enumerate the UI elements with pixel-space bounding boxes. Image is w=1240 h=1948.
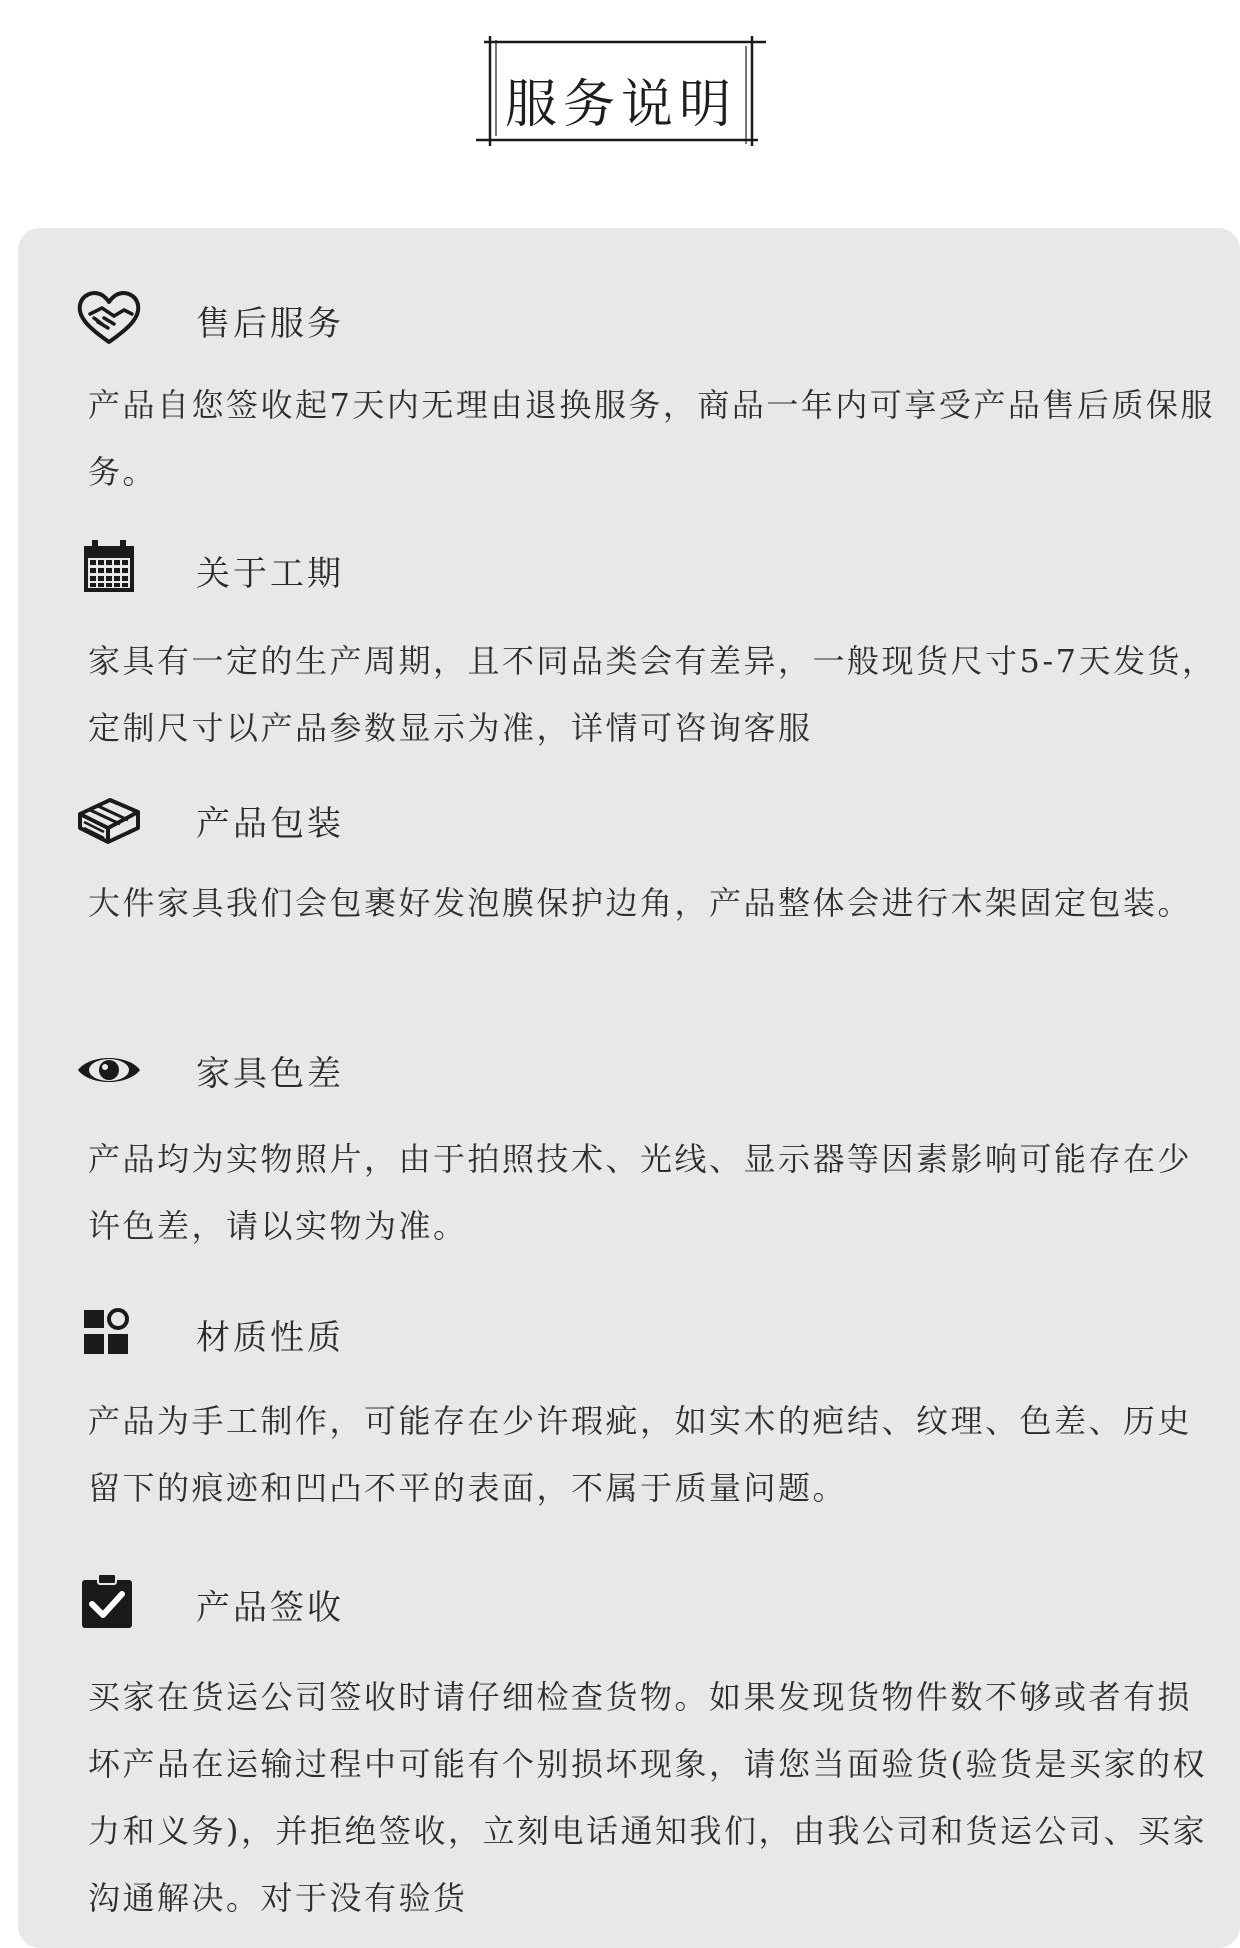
material-grid-icon — [76, 1302, 142, 1362]
page-title-frame — [476, 36, 766, 146]
section-header — [18, 1572, 618, 1632]
section-title: 家具色差 — [196, 1054, 344, 1094]
section-body: 买家在货运公司签收时请仔细检查货物。如果发现货物件数不够或者有损坏产品在运输过程中可能有个别损坏现象，请您当面验货(验货是买家的权力和义务)，并拒绝签收，立刻电话通知我们，由我公司和货运公司、买家沟通解决。对于没有验货 — [88, 1678, 1207, 1917]
calendar-icon — [76, 538, 142, 598]
section-title: 产品签收 — [196, 1588, 344, 1628]
section-body: 产品均为实物照片，由于拍照技术、光线、显示器等因素影响可能存在少许色差，请以实物为准。 — [88, 1140, 1193, 1245]
section-body: 大件家具我们会包裹好发泡膜保护边角，产品整体会进行木架固定包装。 — [88, 884, 1193, 922]
clipboard-check-icon — [76, 1572, 142, 1632]
section-body: 产品自您签收起7天内无理由退换服务，商品一年内可享受产品售后质保服务。 — [88, 386, 1215, 491]
section-title: 产品包装 — [196, 804, 344, 844]
section-header — [18, 1038, 618, 1098]
section-body: 家具有一定的生产周期，且不同品类会有差异，一般现货尺寸5-7天发货，定制尺寸以产品参数显示为准，详情可咨询客服 — [88, 642, 1217, 747]
section-title: 材质性质 — [196, 1318, 344, 1358]
section-title: 关于工期 — [196, 554, 344, 594]
section-body: 产品为手工制作，可能存在少许瑕疵，如实木的疤结、纹理、色差、历史留下的痕迹和凹凸不平的表面，不属于质量问题。 — [88, 1402, 1193, 1507]
section-header — [18, 288, 618, 348]
section-header — [18, 1302, 618, 1362]
service-panel — [18, 228, 1240, 1948]
package-box-icon — [76, 788, 142, 848]
eye-icon — [76, 1038, 142, 1098]
section-title: 售后服务 — [196, 304, 344, 344]
section-header — [18, 538, 618, 598]
handshake-heart-icon — [76, 288, 142, 348]
section-header — [18, 788, 618, 848]
page-title: 服务说明 — [504, 75, 737, 135]
